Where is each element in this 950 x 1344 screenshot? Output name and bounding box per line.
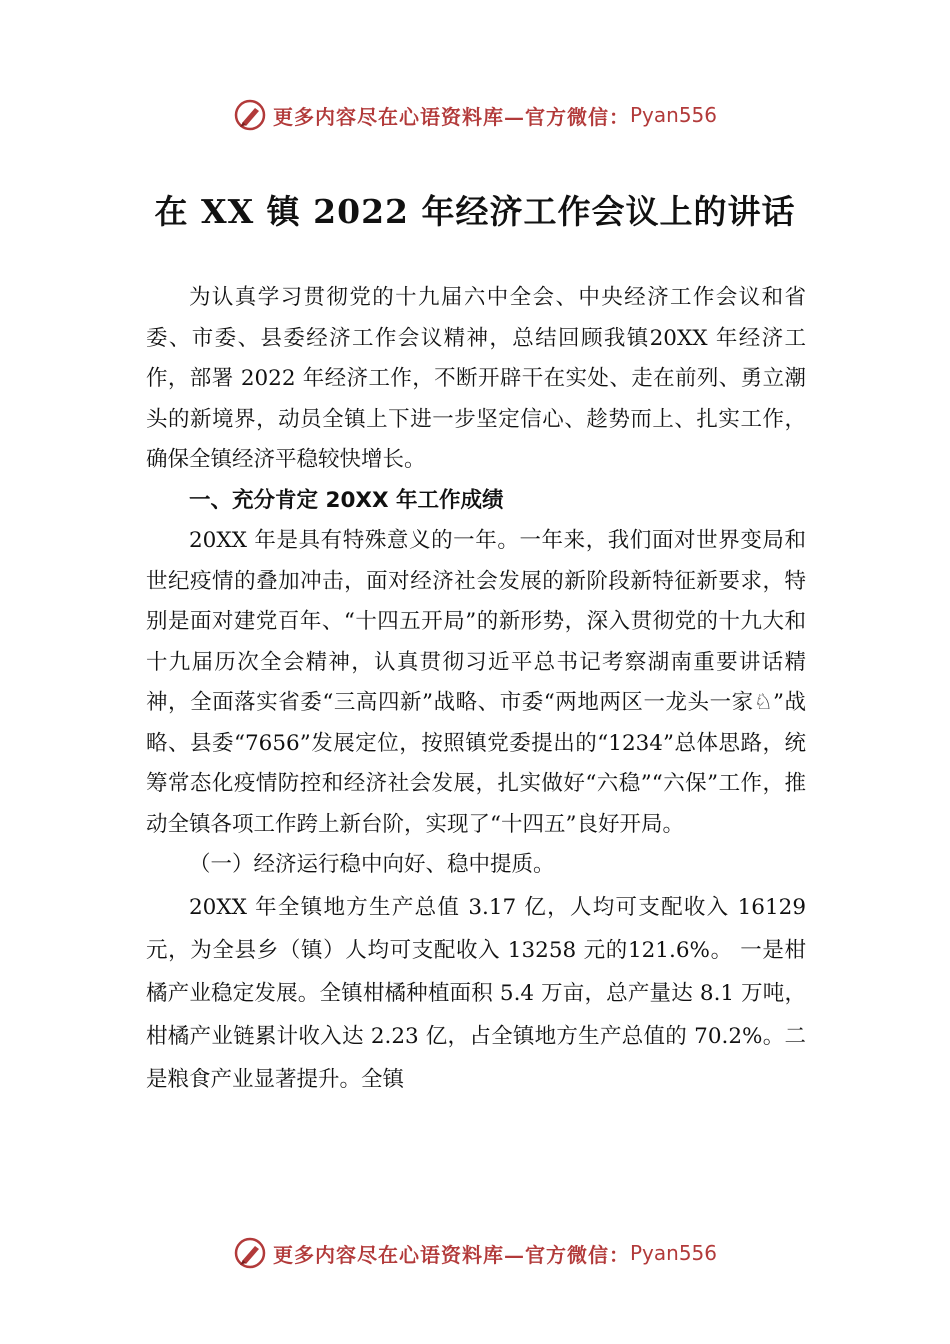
- subsection-paragraph-1: 20XX 年全镇地方生产总值 3.17 亿，人均可支配收入 16129 元，为全县乡（镇）人均可支配收入 13258 元的121.6%。 一是柑橘产业稳定发展。全镇柑橘种植面积 5.4 万亩，总产量达 8.1 万吨，柑橘产业链累计收入达 2.23 亿，占全镇地方生产总值的 70.2%。二是粮食产业显著提升。全镇: [146, 894, 806, 1092]
- document-title: 在 XX 镇 2022 年经济工作会议上的讲话: [154, 192, 796, 231]
- wechat-id: Pyan556: [629, 1241, 717, 1265]
- pen-logo-icon: [233, 98, 267, 132]
- promo-text: 更多内容尽在心语资料库—官方微信：: [272, 1242, 630, 1267]
- footer-banner: [0, 1233, 950, 1273]
- wechat-id: Pyan556: [629, 103, 717, 127]
- section-paragraph-1: 20XX 年是具有特殊意义的一年。一年来，我们面对世界变局和世纪疫情的叠加冲击，面对经济社会发展的新阶段新特征新要求，特别是面对建党百年、“十四五开局”的新形势，深入贯彻党的十九大和十九届历次全会精神，认真贯彻习近平总书记考察湖南重要讲话精神，全面落实省委“三高四新”战略、市委“两地两区一龙头一家♘”战略、县委“7656”发展定位，按照镇党委提出的“1234”总体思路，统筹常态化疫情防控和经济社会发展，扎实做好“六稳”“六保”工作，推动全镇各项工作跨上新台阶，实现了“十四五”良好开局。: [146, 528, 806, 837]
- section-heading-1: 一、充分肯定 20XX 年工作成绩: [189, 487, 504, 513]
- intro-paragraph: 为认真学习贯彻党的十九届六中全会、中央经济工作会议和省委、市委、县委经济工作会议精神，总结回顾我镇20XX 年经济工作，部署 2022 年经济工作，不断开辟干在实处、走在前列、勇立潮头的新境界，动员全镇上下进一步坚定信心、趁势而上、扎实工作，确保全镇经济平稳较快增长。: [146, 285, 806, 472]
- pen-logo-icon: [233, 1236, 267, 1270]
- promo-text: 更多内容尽在心语资料库—官方微信：: [272, 104, 630, 129]
- subsection-heading-1: （一）经济运行稳中向好、稳中提质。: [189, 852, 555, 877]
- header-banner: [0, 95, 950, 135]
- document-body: [146, 278, 806, 1101]
